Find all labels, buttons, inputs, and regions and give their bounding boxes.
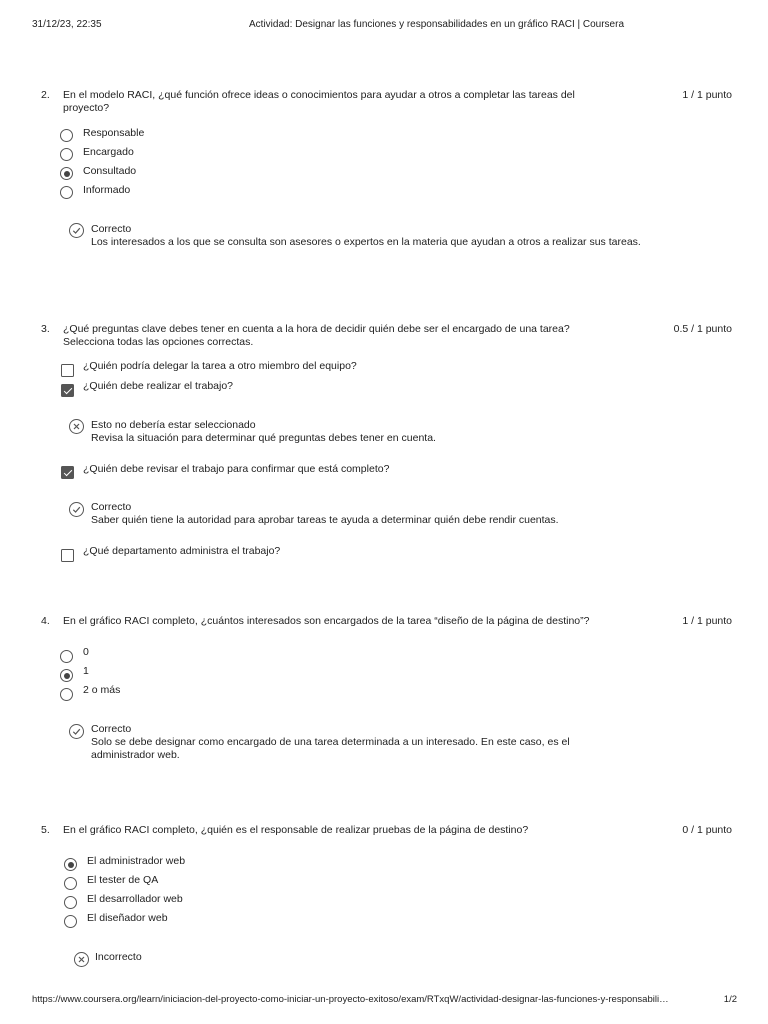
radio-button-selected[interactable] (60, 167, 73, 180)
radio-button[interactable] (60, 650, 73, 663)
feedback-status: Esto no debería estar seleccionado (91, 419, 256, 431)
feedback-status: Correcto (91, 501, 132, 513)
feedback-status: Correcto (91, 223, 132, 235)
page-number: 1/2 (723, 994, 737, 1005)
question-number: 5. (41, 824, 50, 836)
feedback-status: Incorrecto (95, 951, 142, 963)
option-label: El desarrollador web (87, 893, 183, 905)
radio-button[interactable] (60, 186, 73, 199)
option-label: 0 (83, 646, 89, 658)
radio-button[interactable] (64, 915, 77, 928)
checkbox-checked[interactable] (61, 384, 74, 397)
page-title: Actividad: Designar las funciones y responsabilidades en un gráfico RACI | Coursera (249, 19, 625, 30)
question-points: 0.5 / 1 punto (673, 323, 732, 335)
radio-button[interactable] (60, 129, 73, 142)
question-text: En el modelo RACI, ¿qué función ofrece ideas o conocimientos para ayudar a otros a completar las tareas del proyecto? (63, 89, 575, 115)
check-circle-icon (69, 223, 84, 238)
option-label: 2 o más (83, 684, 121, 696)
option-label: ¿Quién podría delegar la tarea a otro miembro del equipo? (83, 360, 357, 372)
radio-button[interactable] (64, 896, 77, 909)
option-label: Consultado (83, 165, 137, 177)
x-circle-icon (69, 419, 84, 434)
question-number: 3. (41, 323, 50, 335)
feedback-text: Saber quién tiene la autoridad para aprobar tareas te ayuda a determinar quién debe rendir cuentas. (91, 514, 559, 526)
radio-button[interactable] (60, 148, 73, 161)
feedback-status: Correcto (91, 723, 132, 735)
question-points: 1 / 1 punto (682, 89, 732, 101)
option-label: ¿Quién debe realizar el trabajo? (83, 380, 234, 392)
check-circle-icon (69, 502, 84, 517)
question-number: 4. (41, 615, 50, 627)
question-points: 1 / 1 punto (682, 615, 732, 627)
feedback-text: Solo se debe designar como encargado de una tarea determinada a un interesado. En este caso, es el administrador web. (91, 736, 570, 762)
question-text: En el gráfico RACI completo, ¿quién es el responsable de realizar pruebas de la página de destino? (63, 824, 529, 836)
option-label: El administrador web (87, 855, 186, 867)
question-instructions: Selecciona todas las opciones correctas. (63, 336, 254, 348)
feedback-text: Revisa la situación para determinar qué preguntas debes tener en cuenta. (91, 432, 436, 444)
print-url: https://www.coursera.org/learn/iniciacion-del-proyecto-como-iniciar-un-proyecto-exitoso/exam/RTxqW/actividad-designar-las-funciones-y-responsabili… (32, 994, 669, 1005)
question-text: ¿Qué preguntas clave debes tener en cuenta a la hora de decidir quién debe ser el encargado de una tarea? (63, 323, 570, 335)
option-label: Responsable (83, 127, 145, 139)
question-number: 2. (41, 89, 50, 101)
option-label: ¿Qué departamento administra el trabajo? (83, 545, 281, 557)
x-circle-icon (74, 952, 89, 967)
check-circle-icon (69, 724, 84, 739)
radio-button-selected[interactable] (60, 669, 73, 682)
checkbox[interactable] (61, 549, 74, 562)
option-label: El diseñador web (87, 912, 168, 924)
print-datetime: 31/12/23, 22:35 (32, 19, 102, 30)
radio-button[interactable] (60, 688, 73, 701)
option-label: El tester de QA (87, 874, 159, 886)
option-label: ¿Quién debe revisar el trabajo para confirmar que está completo? (83, 463, 390, 475)
checkbox-checked[interactable] (61, 466, 74, 479)
option-label: Informado (83, 184, 131, 196)
feedback-text: Los interesados a los que se consulta son asesores o expertos en la materia que ayudan a otros a realizar sus tareas. (91, 236, 641, 248)
question-points: 0 / 1 punto (682, 824, 732, 836)
radio-button-selected[interactable] (64, 858, 77, 871)
question-text: En el gráfico RACI completo, ¿cuántos interesados son encargados de la tarea “diseño de la página de destino”? (63, 615, 590, 627)
radio-button[interactable] (64, 877, 77, 890)
option-label: 1 (83, 665, 89, 677)
checkbox[interactable] (61, 364, 74, 377)
option-label: Encargado (83, 146, 134, 158)
